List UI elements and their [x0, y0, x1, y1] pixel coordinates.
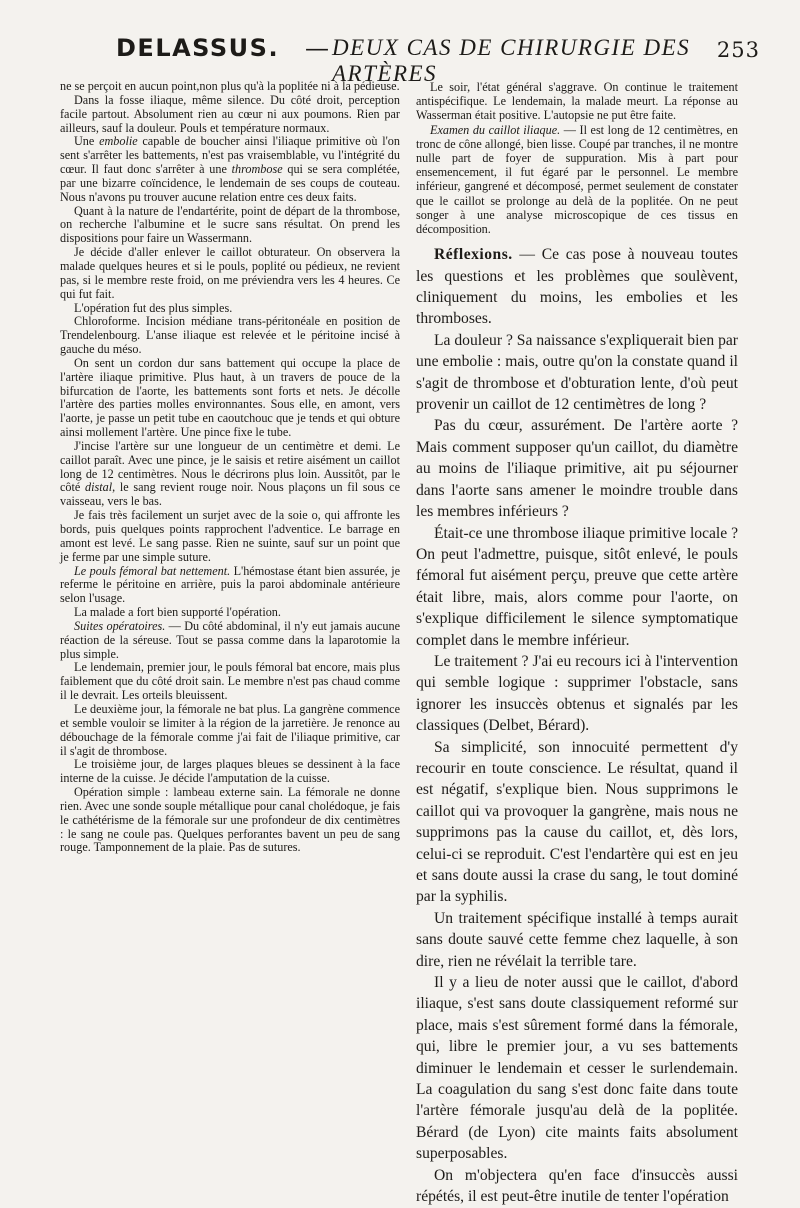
paragraph: On sent un cordon dur sans battement qui occupe la place de l'artère iliaque primitive. Plus haut, à un travers de pouce de la bifurcation de l'aorte, les battements sont forts et nets. Je décolle l'artère des parties molles environnantes. Sous elle, en amont, vers l'aorte, je passe un petit tube en caoutchouc que je tends et qui obture ainsi mollement l'artère. Une pince fixe le tube.	[60, 355, 400, 440]
paragraph: Le traitement ? J'ai eu recours ici à l'intervention qui semble logique : supprimer l'obstacle, sans ignorer les insuccès obtenus et signalés par les classiques (Delbet, Bérard).	[416, 652, 738, 735]
page-number: 253	[716, 38, 760, 62]
paragraph: Était-ce une thrombose iliaque primitive locale ? On peut l'admettre, puisque, sitôt enlevé, le pouls fémoral fut aisément perçu, preuve que cette artère était libre, mais, alors comme pour l'aorte, on s'explique difficilement le silence symptomatique complet dans le membre inférieur.	[416, 524, 738, 649]
right-column-large-text	[416, 244, 738, 1207]
paragraph: Le troisième jour, de larges plaques bleues se dessinent à la face interne de la cuisse. Je décide l'amputation de la cuisse.	[60, 757, 400, 786]
paragraph: Réflexions. — Ce cas pose à nouveau toutes les questions et les problèmes que soulèvent, cliniquement du moins, les embolies et les thromboses.	[416, 246, 738, 328]
paragraph: Pas du cœur, assurément. De l'artère aorte ? Mais comment supposer qu'un caillot, du diamètre au moins de l'iliaque primitive, ait pu séjourner dans l'aorte sans amener le moindre trouble dans les membres inférieurs ?	[416, 417, 738, 521]
paragraph: Un traitement spécifique installé à temps aurait sans doute sauvé cette femme chez laquelle, à son dire, rien ne révélait la terrible tare.	[416, 909, 738, 970]
paragraph: Je fais très facilement un surjet avec de la soie o, qui affronte les bords, puis quelques points rapprochent l'adventice. Le barrage en amont est levé. Le sang passe. Rien ne suinte, sauf sur un point que je ferme par une simple suture.	[60, 508, 400, 564]
paragraph: Une embolie capable de boucher ainsi l'iliaque primitive où l'on sent s'arrêter les battements, n'est pas vraisemblable, vu l'intégrité du cœur. Il faut donc s'arrêter à une thrombose qui se sera complétée, par une bizarre coïncidence, le lendemain de ses coups de couteau. Nous n'avons pu trouver aucune relation entre ces deux faits.	[60, 134, 400, 204]
paragraph: Opération simple : lambeau externe sain. La fémorale ne donne rien. Avec une sonde souple métallique pour canal cholédoque, je fais le cathétérisme de la fémorale sur une profondeur de dix centimètres : le sang ne coule pas. Quelques perforantes bavent un peu de sang rouge. Tamponnement de la plaie. Pas de sutures.	[60, 785, 400, 855]
paragraph: La malade a fort bien supporté l'opération.	[74, 605, 281, 620]
paragraph: Je décide d'aller enlever le caillot obturateur. On observera la malade quelques heures et si le pouls, poplité ou pédieux, ne revient pas, si le membre reste froid, on me préviendra vers les 4 heures. Ce qui fut fait.	[60, 245, 400, 301]
paragraph: La douleur ? Sa naissance s'expliquerait bien par une embolie : mais, outre qu'on la constate quand il s'agit de thrombose et d'obturation lente, d'où peut provenir un caillot de 12 centimètres de long ?	[416, 331, 738, 414]
paragraph: Quant à la nature de l'endartérite, point de départ de la thrombose, on recherche l'albumine et le sucre sans résultat. On prend les dispositions pour faire un Wassermann.	[60, 203, 400, 246]
paragraph: Le pouls fémoral bat nettement. L'hémostase étant bien assurée, je referme le péritoine en arrière, puis la paroi abdominale antérieure selon l'usage.	[60, 563, 400, 606]
paragraph: J'incise l'artère sur une longueur de un centimètre et demi. Le caillot paraît. Avec une pince, je le saisis et retire aisément un caillot long de 12 centimètres. Nous le décrirons plus loin. Aussitôt, par le côté distal, le sang revient rouge noir. Nous plaçons un fil sous ce vaisseau, vers le bas.	[60, 438, 400, 509]
right-column	[416, 80, 738, 1208]
paragraph: ne se perçoit en aucun point,non plus qu'à la poplitée ni à la pédieuse.	[60, 79, 400, 93]
paragraph: Examen du caillot iliaque. — Il est long de 12 centimètres, en tronc de cône allongé, bien lisse. Coupé par tranches, il ne montre nulle part de foyer de suppuration. Mis à part pour ensemencement, il fut égaré par le personnel. Le membre inférieur, gangrené et décomposé, permet seulement de constater que le caillot se prolonge au delà de la poplitée. On ne peut songer à une analyse microscopique de ces tissus en décomposition.	[416, 122, 738, 237]
right-column-small-text	[416, 80, 738, 236]
left-column	[60, 80, 400, 855]
paragraph: On m'objectera qu'en face d'insuccès aussi répétés, il est peut-être inutile de tenter l'opération	[416, 1166, 738, 1206]
running-dash: —	[305, 34, 329, 62]
running-author: DELASSUS.	[116, 34, 280, 62]
paragraph: Sa simplicité, son innocuité permettent d'y recourir en toute conscience. Le résultat, quand il est négatif, s'explique bien. Nous supprimons le caillot qui va provoquer la gangrène, mais nous ne supprimons pas la cause du caillot, et, dès lors, celui-ci se reproduit. C'est l'endartère qui est en jeu et sans doute aussi la crase du sang, le tout dominé par la syphilis.	[416, 738, 738, 906]
paragraph: Dans la fosse iliaque, même silence. Du côté droit, perception facile partout. Absolument rien au cœur ni aux poumons. Rien par ailleurs, sauf la douleur. Pouls et température normaux.	[60, 92, 400, 135]
paragraph: L'opération fut des plus simples.	[74, 300, 233, 315]
paragraph: Le deuxième jour, la fémorale ne bat plus. La gangrène commence et semble vouloir se limiter à la région de la jarretière. Je renonce au débouchage de la fémorale comme j'ai fait de l'iliaque primitive, car il s'agit de thrombose.	[60, 701, 400, 758]
running-title: DEUX CAS DE CHIRURGIE DES ARTÈRES	[332, 35, 691, 86]
paragraph: Le soir, l'état général s'aggrave. On continue le traitement antispécifique. Le lendemain, la malade meurt. La réponse au Wasserman était positive. L'autopsie ne put être faite.	[416, 80, 738, 123]
paragraph: Il y a lieu de noter aussi que le caillot, d'abord iliaque, s'est sans doute classiquement reformé sur place, mais s'est sûrement formé dans la fémorale, qui, libre le premier jour, a vu ses battements diminuer le lendemain et cesser le surlendemain. La coagulation du sang s'est donc faite dans toute l'artère fémorale jusqu'au delà de la poplitée. Bérard (de Lyon) cite maints faits absolument superposables.	[416, 974, 738, 1163]
paragraph: Le lendemain, premier jour, le pouls fémoral bat encore, mais plus faiblement que du côté droit sain. Le membre n'est pas chaud comme il le devrait. Les orteils bleuissent.	[60, 660, 400, 703]
paragraph: Suites opératoires. — Du côté abdominal, il n'y eut jamais aucune réaction de la séreuse. Tout se passa comme dans la laparotomie la plus simple.	[60, 618, 400, 661]
paragraph: Chloroforme. Incision médiane trans-péritonéale en position de Trendelenbourg. L'anse iliaque est relevée et le péritoine incisé à gauche du méso.	[60, 314, 400, 357]
